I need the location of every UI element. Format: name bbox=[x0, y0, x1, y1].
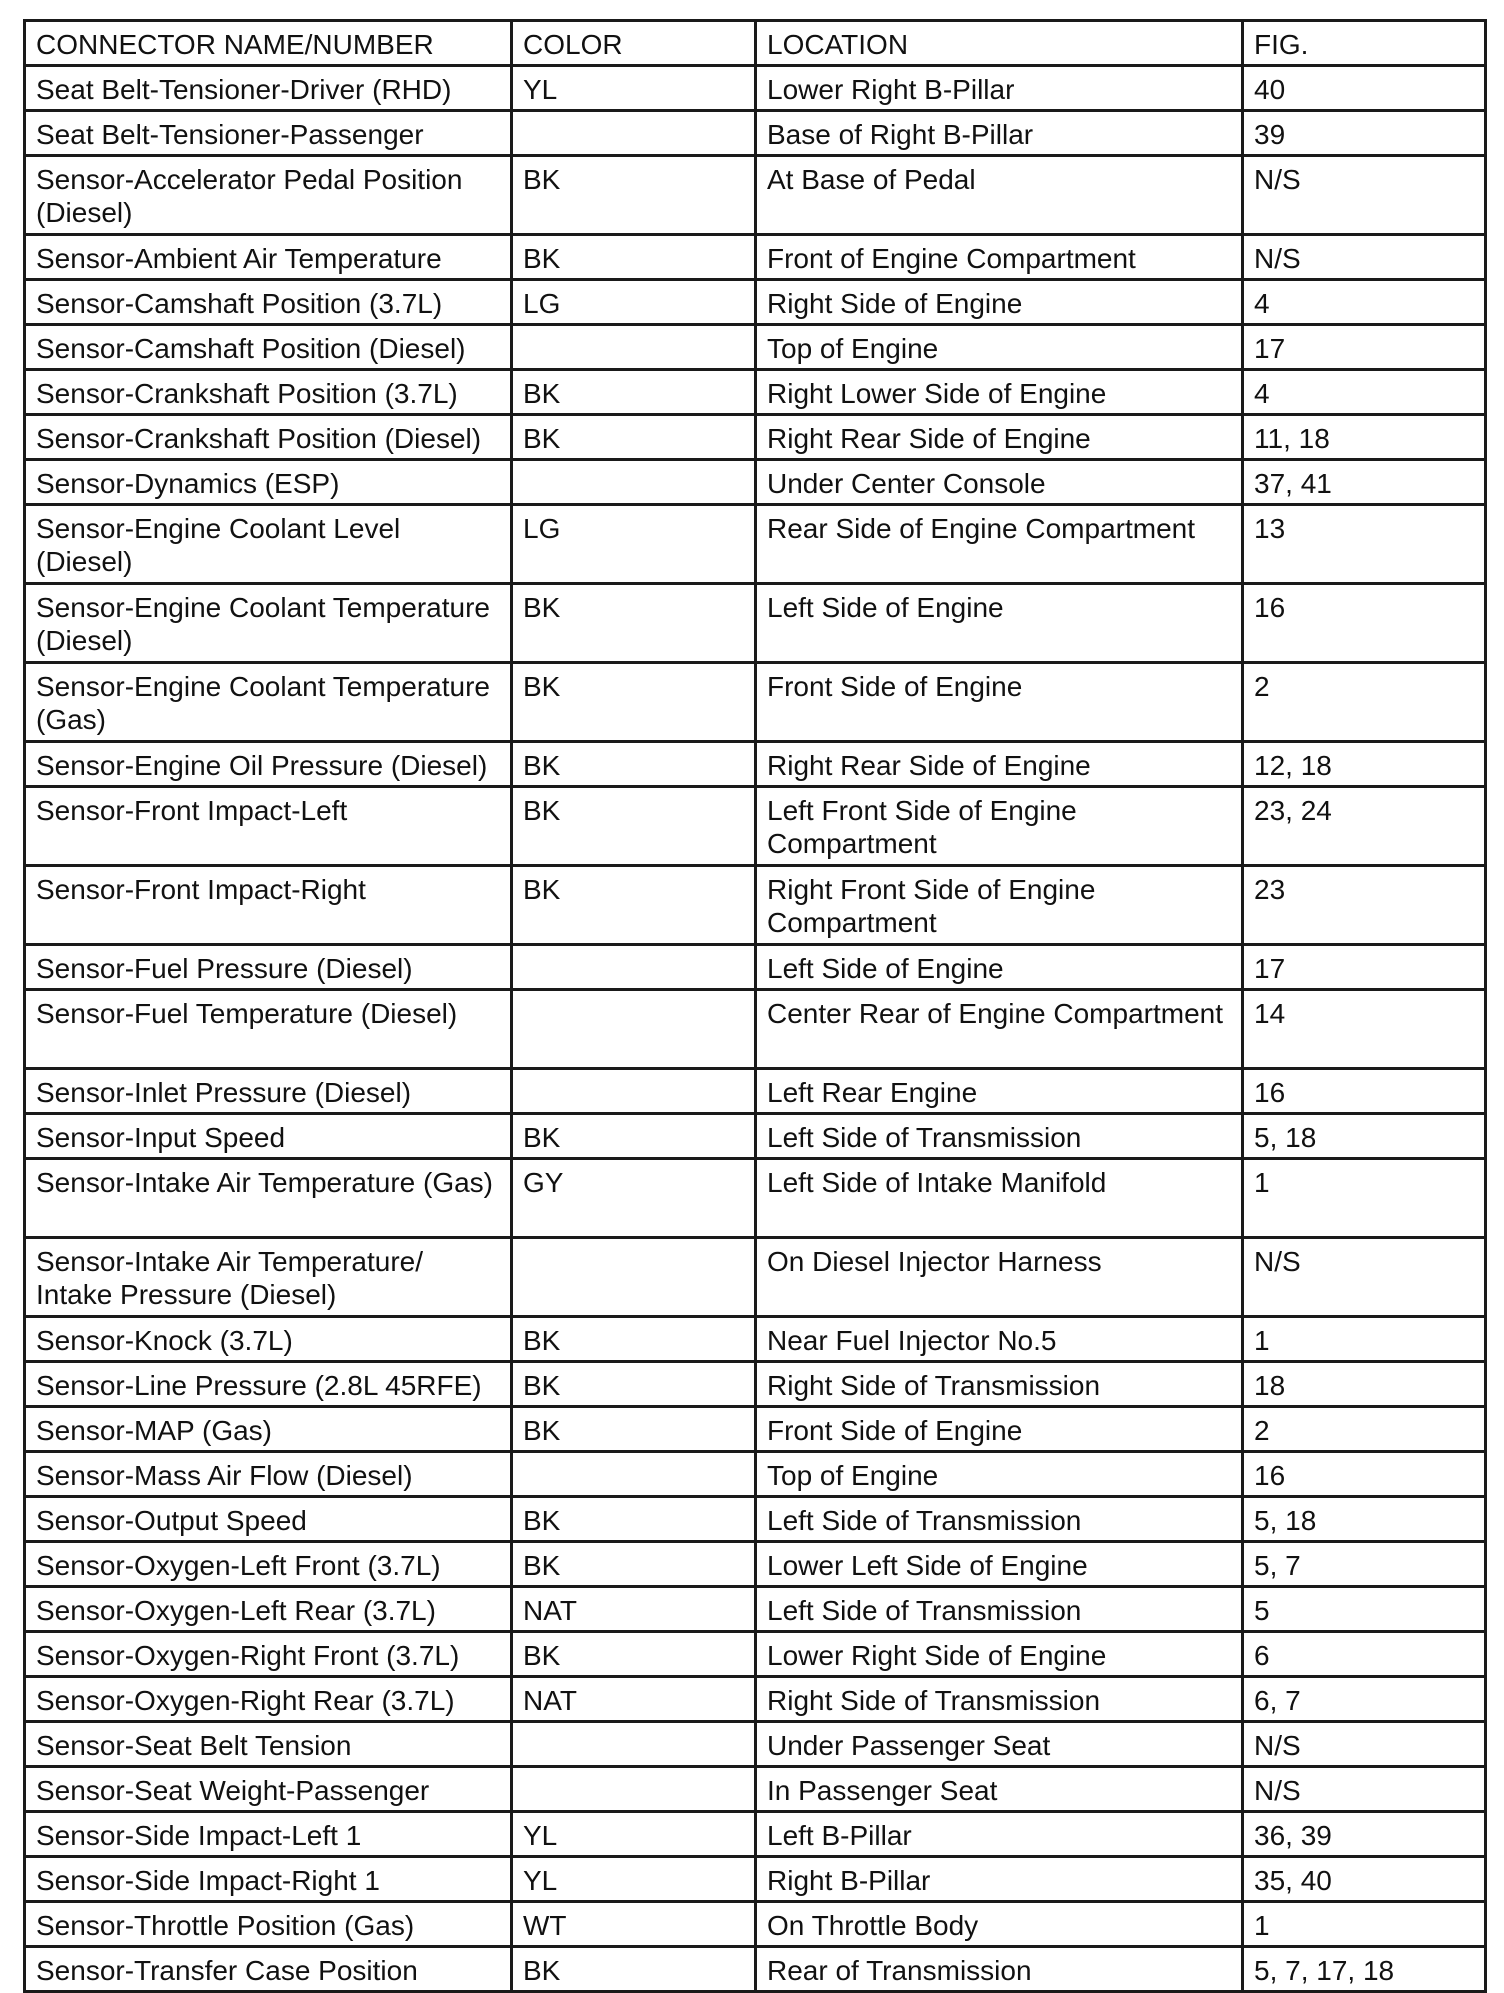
cell-location: Left Front Side of Engine Compartment bbox=[756, 787, 1243, 866]
cell-name: Sensor-Dynamics (ESP) bbox=[25, 460, 512, 505]
cell-name: Sensor-Front Impact-Right bbox=[25, 866, 512, 945]
column-header-fig: FIG. bbox=[1243, 21, 1486, 66]
cell-name: Sensor-Engine Coolant Temperature (Diesel) bbox=[25, 584, 512, 663]
cell-location: In Passenger Seat bbox=[756, 1767, 1243, 1812]
cell-location: Right Rear Side of Engine bbox=[756, 415, 1243, 460]
cell-color bbox=[512, 325, 756, 370]
cell-fig: 39 bbox=[1243, 111, 1486, 156]
cell-fig: 13 bbox=[1243, 505, 1486, 584]
cell-fig: 40 bbox=[1243, 66, 1486, 111]
cell-fig: 17 bbox=[1243, 945, 1486, 990]
cell-name: Sensor-Seat Belt Tension bbox=[25, 1722, 512, 1767]
cell-name: Sensor-Ambient Air Temperature bbox=[25, 235, 512, 280]
cell-fig: 36, 39 bbox=[1243, 1812, 1486, 1857]
cell-name: Sensor-Engine Oil Pressure (Diesel) bbox=[25, 742, 512, 787]
cell-location: Left Side of Transmission bbox=[756, 1497, 1243, 1542]
cell-name: Sensor-Accelerator Pedal Position (Diesel) bbox=[25, 156, 512, 235]
cell-location: Top of Engine bbox=[756, 325, 1243, 370]
cell-color: BK bbox=[512, 584, 756, 663]
cell-color bbox=[512, 1238, 756, 1317]
cell-fig: 6, 7 bbox=[1243, 1677, 1486, 1722]
cell-color bbox=[512, 945, 756, 990]
cell-fig: 23, 24 bbox=[1243, 787, 1486, 866]
cell-fig: 37, 41 bbox=[1243, 460, 1486, 505]
column-header-location: LOCATION bbox=[756, 21, 1243, 66]
cell-location: At Base of Pedal bbox=[756, 156, 1243, 235]
cell-name: Sensor-Side Impact-Left 1 bbox=[25, 1812, 512, 1857]
cell-location: Rear of Transmission bbox=[756, 1947, 1243, 1992]
cell-color: BK bbox=[512, 235, 756, 280]
cell-color: BK bbox=[512, 742, 756, 787]
cell-fig: 5, 7, 17, 18 bbox=[1243, 1947, 1486, 1992]
table-row bbox=[25, 1238, 1486, 1317]
table-row bbox=[25, 1317, 1486, 1362]
table-row bbox=[25, 1947, 1486, 1992]
cell-fig: 5, 7 bbox=[1243, 1542, 1486, 1587]
cell-name: Sensor-Side Impact-Right 1 bbox=[25, 1857, 512, 1902]
cell-color: BK bbox=[512, 1114, 756, 1159]
table-row bbox=[25, 415, 1486, 460]
cell-location: Right Side of Transmission bbox=[756, 1677, 1243, 1722]
cell-color: BK bbox=[512, 1317, 756, 1362]
cell-fig: N/S bbox=[1243, 1767, 1486, 1812]
cell-location: Top of Engine bbox=[756, 1452, 1243, 1497]
table-row bbox=[25, 156, 1486, 235]
cell-name: Sensor-Camshaft Position (Diesel) bbox=[25, 325, 512, 370]
table-row bbox=[25, 1587, 1486, 1632]
table-row bbox=[25, 1069, 1486, 1114]
table-row bbox=[25, 460, 1486, 505]
table-row bbox=[25, 1857, 1486, 1902]
cell-color: YL bbox=[512, 1857, 756, 1902]
cell-name: Sensor-MAP (Gas) bbox=[25, 1407, 512, 1452]
cell-color: BK bbox=[512, 1407, 756, 1452]
cell-name: Sensor-Line Pressure (2.8L 45RFE) bbox=[25, 1362, 512, 1407]
cell-color: BK bbox=[512, 1947, 756, 1992]
cell-name: Sensor-Throttle Position (Gas) bbox=[25, 1902, 512, 1947]
table-row bbox=[25, 1722, 1486, 1767]
cell-name: Seat Belt-Tensioner-Driver (RHD) bbox=[25, 66, 512, 111]
cell-fig: N/S bbox=[1243, 235, 1486, 280]
cell-name: Sensor-Oxygen-Left Rear (3.7L) bbox=[25, 1587, 512, 1632]
table-row bbox=[25, 945, 1486, 990]
cell-fig: 16 bbox=[1243, 1452, 1486, 1497]
table-row bbox=[25, 787, 1486, 866]
cell-color bbox=[512, 1767, 756, 1812]
cell-name: Sensor-Oxygen-Right Rear (3.7L) bbox=[25, 1677, 512, 1722]
cell-color: GY bbox=[512, 1159, 756, 1238]
table-row bbox=[25, 1497, 1486, 1542]
table-row bbox=[25, 1542, 1486, 1587]
cell-name: Sensor-Camshaft Position (3.7L) bbox=[25, 280, 512, 325]
cell-location: Right Lower Side of Engine bbox=[756, 370, 1243, 415]
cell-fig: 2 bbox=[1243, 1407, 1486, 1452]
cell-name: Sensor-Mass Air Flow (Diesel) bbox=[25, 1452, 512, 1497]
cell-name: Sensor-Front Impact-Left bbox=[25, 787, 512, 866]
cell-fig: 35, 40 bbox=[1243, 1857, 1486, 1902]
cell-name: Sensor-Oxygen-Right Front (3.7L) bbox=[25, 1632, 512, 1677]
cell-location: Left Side of Engine bbox=[756, 584, 1243, 663]
cell-color bbox=[512, 460, 756, 505]
cell-location: Left Side of Transmission bbox=[756, 1587, 1243, 1632]
cell-color: BK bbox=[512, 1542, 756, 1587]
column-header-color: COLOR bbox=[512, 21, 756, 66]
table-body bbox=[25, 66, 1486, 1992]
cell-fig: 2 bbox=[1243, 663, 1486, 742]
cell-color: BK bbox=[512, 787, 756, 866]
cell-location: On Throttle Body bbox=[756, 1902, 1243, 1947]
cell-fig: 16 bbox=[1243, 584, 1486, 663]
table-row bbox=[25, 1159, 1486, 1238]
cell-name: Sensor-Crankshaft Position (3.7L) bbox=[25, 370, 512, 415]
cell-location: Right Rear Side of Engine bbox=[756, 742, 1243, 787]
table-row bbox=[25, 1114, 1486, 1159]
cell-color: BK bbox=[512, 866, 756, 945]
column-header-name: CONNECTOR NAME/NUMBER bbox=[25, 21, 512, 66]
cell-color: BK bbox=[512, 663, 756, 742]
cell-name: Sensor-Crankshaft Position (Diesel) bbox=[25, 415, 512, 460]
cell-fig: 23 bbox=[1243, 866, 1486, 945]
cell-location: Left Side of Transmission bbox=[756, 1114, 1243, 1159]
cell-location: Left Side of Intake Manifold bbox=[756, 1159, 1243, 1238]
cell-location: Left Side of Engine bbox=[756, 945, 1243, 990]
table-row bbox=[25, 1812, 1486, 1857]
cell-location: Front Side of Engine bbox=[756, 1407, 1243, 1452]
cell-location: Lower Left Side of Engine bbox=[756, 1542, 1243, 1587]
header-row bbox=[25, 21, 1486, 66]
table-row bbox=[25, 370, 1486, 415]
connector-table bbox=[23, 19, 1487, 1993]
cell-location: Left B-Pillar bbox=[756, 1812, 1243, 1857]
cell-name: Sensor-Seat Weight-Passenger bbox=[25, 1767, 512, 1812]
cell-fig: 5 bbox=[1243, 1587, 1486, 1632]
cell-location: Right B-Pillar bbox=[756, 1857, 1243, 1902]
cell-fig: 11, 18 bbox=[1243, 415, 1486, 460]
cell-color: LG bbox=[512, 505, 756, 584]
table-row bbox=[25, 1362, 1486, 1407]
cell-location: Lower Right Side of Engine bbox=[756, 1632, 1243, 1677]
cell-color bbox=[512, 1722, 756, 1767]
cell-location: Under Center Console bbox=[756, 460, 1243, 505]
cell-fig: 5, 18 bbox=[1243, 1114, 1486, 1159]
cell-color bbox=[512, 990, 756, 1069]
table-row bbox=[25, 866, 1486, 945]
cell-color bbox=[512, 111, 756, 156]
cell-location: Right Side of Engine bbox=[756, 280, 1243, 325]
cell-name: Sensor-Intake Air Temperature/ Intake Pressure (Diesel) bbox=[25, 1238, 512, 1317]
cell-color: BK bbox=[512, 370, 756, 415]
cell-location: Base of Right B-Pillar bbox=[756, 111, 1243, 156]
cell-color: BK bbox=[512, 1362, 756, 1407]
cell-color bbox=[512, 1069, 756, 1114]
cell-color: YL bbox=[512, 1812, 756, 1857]
cell-fig: 12, 18 bbox=[1243, 742, 1486, 787]
table-row bbox=[25, 1632, 1486, 1677]
cell-fig: 17 bbox=[1243, 325, 1486, 370]
cell-name: Sensor-Fuel Pressure (Diesel) bbox=[25, 945, 512, 990]
cell-location: On Diesel Injector Harness bbox=[756, 1238, 1243, 1317]
cell-color: BK bbox=[512, 415, 756, 460]
cell-fig: N/S bbox=[1243, 156, 1486, 235]
cell-color: LG bbox=[512, 280, 756, 325]
cell-name: Seat Belt-Tensioner-Passenger bbox=[25, 111, 512, 156]
cell-fig: 6 bbox=[1243, 1632, 1486, 1677]
table-row bbox=[25, 1677, 1486, 1722]
cell-location: Left Rear Engine bbox=[756, 1069, 1243, 1114]
cell-name: Sensor-Output Speed bbox=[25, 1497, 512, 1542]
cell-color: BK bbox=[512, 156, 756, 235]
cell-fig: 18 bbox=[1243, 1362, 1486, 1407]
cell-location: Center Rear of Engine Compartment bbox=[756, 990, 1243, 1069]
cell-color: NAT bbox=[512, 1587, 756, 1632]
cell-name: Sensor-Oxygen-Left Front (3.7L) bbox=[25, 1542, 512, 1587]
cell-color: BK bbox=[512, 1632, 756, 1677]
cell-color bbox=[512, 1452, 756, 1497]
table-row bbox=[25, 1767, 1486, 1812]
cell-fig: 4 bbox=[1243, 280, 1486, 325]
table-row bbox=[25, 1902, 1486, 1947]
cell-location: Under Passenger Seat bbox=[756, 1722, 1243, 1767]
table-row bbox=[25, 325, 1486, 370]
table-row bbox=[25, 1407, 1486, 1452]
cell-color: NAT bbox=[512, 1677, 756, 1722]
table-row bbox=[25, 66, 1486, 111]
cell-name: Sensor-Intake Air Temperature (Gas) bbox=[25, 1159, 512, 1238]
cell-location: Front Side of Engine bbox=[756, 663, 1243, 742]
table-row bbox=[25, 505, 1486, 584]
cell-name: Sensor-Knock (3.7L) bbox=[25, 1317, 512, 1362]
table-row bbox=[25, 1452, 1486, 1497]
cell-fig: N/S bbox=[1243, 1722, 1486, 1767]
cell-color: WT bbox=[512, 1902, 756, 1947]
cell-fig: 1 bbox=[1243, 1317, 1486, 1362]
cell-location: Rear Side of Engine Compartment bbox=[756, 505, 1243, 584]
cell-color: BK bbox=[512, 1497, 756, 1542]
cell-name: Sensor-Engine Coolant Temperature (Gas) bbox=[25, 663, 512, 742]
table-row bbox=[25, 235, 1486, 280]
cell-fig: 14 bbox=[1243, 990, 1486, 1069]
cell-name: Sensor-Input Speed bbox=[25, 1114, 512, 1159]
table-row bbox=[25, 111, 1486, 156]
cell-fig: 5, 18 bbox=[1243, 1497, 1486, 1542]
cell-fig: 4 bbox=[1243, 370, 1486, 415]
table-row bbox=[25, 584, 1486, 663]
cell-name: Sensor-Fuel Temperature (Diesel) bbox=[25, 990, 512, 1069]
cell-location: Front of Engine Compartment bbox=[756, 235, 1243, 280]
cell-location: Right Front Side of Engine Compartment bbox=[756, 866, 1243, 945]
table-row bbox=[25, 742, 1486, 787]
cell-fig: 1 bbox=[1243, 1159, 1486, 1238]
cell-fig: 16 bbox=[1243, 1069, 1486, 1114]
cell-location: Lower Right B-Pillar bbox=[756, 66, 1243, 111]
cell-fig: N/S bbox=[1243, 1238, 1486, 1317]
cell-name: Sensor-Engine Coolant Level (Diesel) bbox=[25, 505, 512, 584]
cell-location: Right Side of Transmission bbox=[756, 1362, 1243, 1407]
table-row bbox=[25, 990, 1486, 1069]
cell-color: YL bbox=[512, 66, 756, 111]
table-row bbox=[25, 280, 1486, 325]
cell-name: Sensor-Inlet Pressure (Diesel) bbox=[25, 1069, 512, 1114]
table-row bbox=[25, 663, 1486, 742]
cell-fig: 1 bbox=[1243, 1902, 1486, 1947]
cell-location: Near Fuel Injector No.5 bbox=[756, 1317, 1243, 1362]
cell-name: Sensor-Transfer Case Position bbox=[25, 1947, 512, 1992]
